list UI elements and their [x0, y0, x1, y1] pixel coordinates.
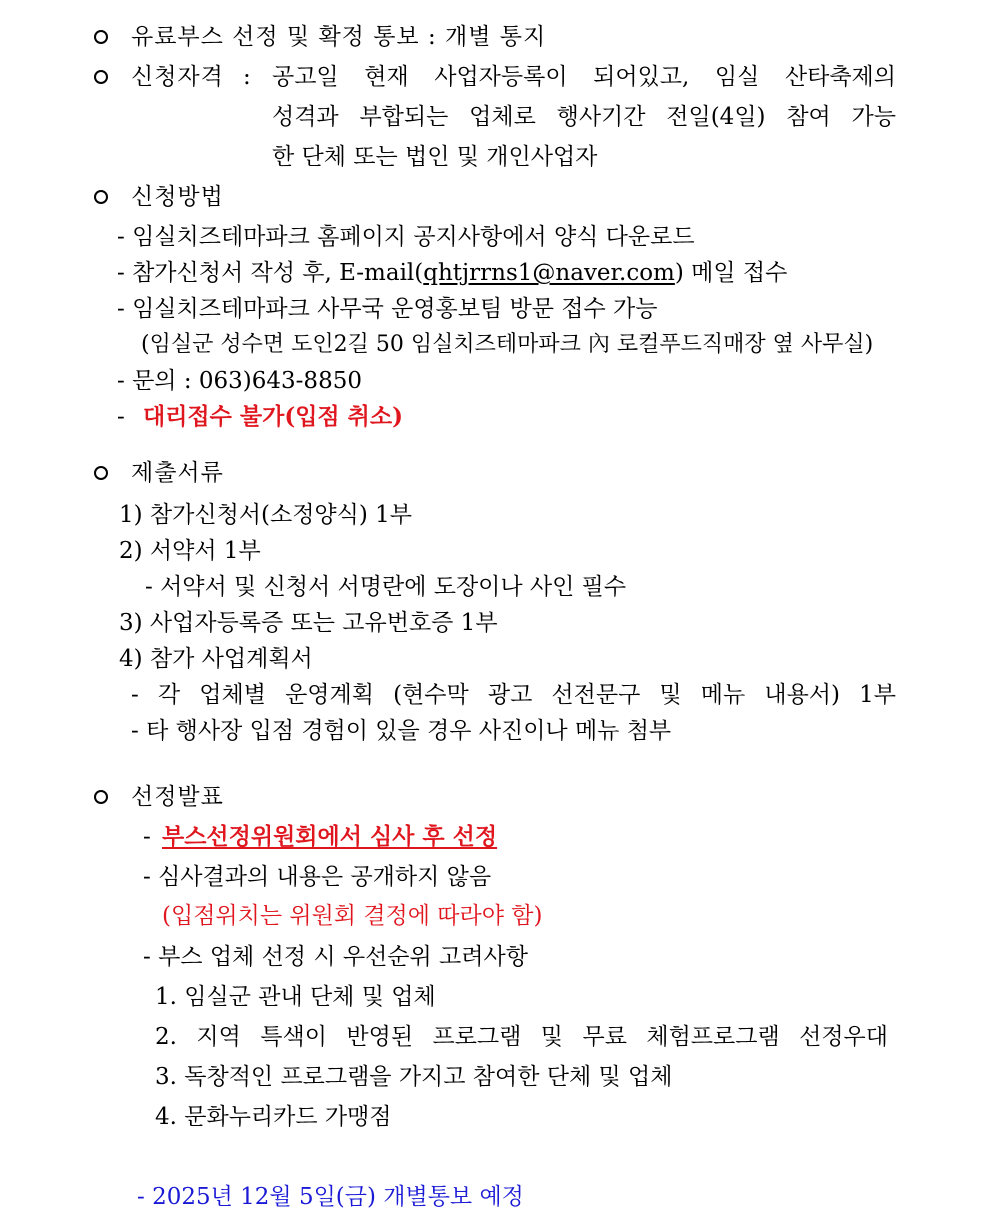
method-email-prefix: - 참가신청서 작성 후, E-mail(: [117, 260, 424, 286]
method-contact-text: - 문의 : 063)643-8850: [117, 368, 362, 394]
method-visit-text: - 임실치즈테마파크 사무국 운영홍보팀 방문 접수 가능: [117, 296, 658, 322]
method-download-text: - 임실치즈테마파크 홈페이지 공지사항에서 양식 다운로드: [117, 224, 695, 250]
circle-bullet-icon: [90, 458, 112, 488]
method-proxy-warning: 대리접수 불가(입점 취소): [143, 403, 403, 430]
document-pledge-note: - 서약서 및 신청서 서명란에 도장이나 사인 필수: [145, 574, 627, 600]
selection-notice-date: - 2025년 12월 5일(금) 개별통보 예정: [137, 1184, 524, 1210]
eligibility-line-3: 한 단체 또는 법인 및 개인사업자: [272, 144, 598, 170]
method-address-note: (임실군 성수면 도인2길 50 임실치즈테마파크 內 로컬푸드직매장 옆 사무실): [141, 332, 874, 357]
method-proxy-dash: -: [117, 404, 125, 430]
document-application-form: 1) 참가신청서(소정양식) 1부: [119, 502, 412, 528]
announcement-heading: 유료부스 선정 및 확정 통보 : 개별 통지: [131, 24, 547, 50]
selection-location-note: (입점위치는 위원회 결정에 따라야 함): [162, 903, 543, 929]
method-email-row: [117, 258, 787, 288]
selection-undisclosed-text: - 심사결과의 내용은 공개하지 않음: [143, 864, 492, 890]
selection-priority-intro: - 부스 업체 선정 시 우선순위 고려사항: [143, 944, 528, 970]
circle-bullet-icon: [90, 22, 112, 52]
email-link[interactable]: qhtjrrns1@naver.com: [423, 260, 675, 286]
method-email-suffix: ) 메일 접수: [674, 260, 788, 286]
eligibility-line-2: 성격과 부합되는 업체로 행사기간 전일(4일) 참여 가능: [272, 104, 896, 130]
selection-committee-dash: -: [143, 824, 151, 850]
circle-bullet-icon: [90, 62, 112, 92]
eligibility-separator: :: [243, 64, 251, 90]
document-business-plan: 4) 참가 사업계획서: [119, 646, 313, 672]
document-plan-note-2: - 타 행사장 입점 경험이 있을 경우 사진이나 메뉴 첨부: [131, 718, 672, 744]
circle-bullet-icon: [90, 782, 112, 812]
circle-bullet-icon: [90, 182, 112, 212]
documents-heading: 제출서류: [131, 460, 224, 486]
priority-regional-program: 2. 지역 특색이 반영된 프로그램 및 무료 체험프로그램 선정우대: [155, 1024, 888, 1050]
priority-creative-program: 3. 독창적인 프로그램을 가지고 참여한 단체 및 업체: [155, 1064, 673, 1090]
selection-committee-text: 부스선정위원회에서 심사 후 선정: [162, 823, 498, 850]
eligibility-heading: 신청자격: [131, 64, 224, 90]
priority-culture-card: 4. 문화누리카드 가맹점: [155, 1104, 392, 1130]
selection-heading: 선정발표: [131, 784, 224, 810]
document-plan-note-1: - 각 업체별 운영계획 (현수막 광고 선전문구 및 메뉴 내용서) 1부: [131, 682, 896, 708]
document-business-registration: 3) 사업자등록증 또는 고유번호증 1부: [119, 610, 498, 636]
document-pledge: 2) 서약서 1부: [119, 538, 261, 564]
eligibility-line-1: 공고일 현재 사업자등록이 되어있고, 임실 산타축제의: [272, 64, 896, 90]
priority-local: 1. 임실군 관내 단체 및 업체: [155, 984, 436, 1010]
application-method-heading: 신청방법: [131, 184, 224, 210]
